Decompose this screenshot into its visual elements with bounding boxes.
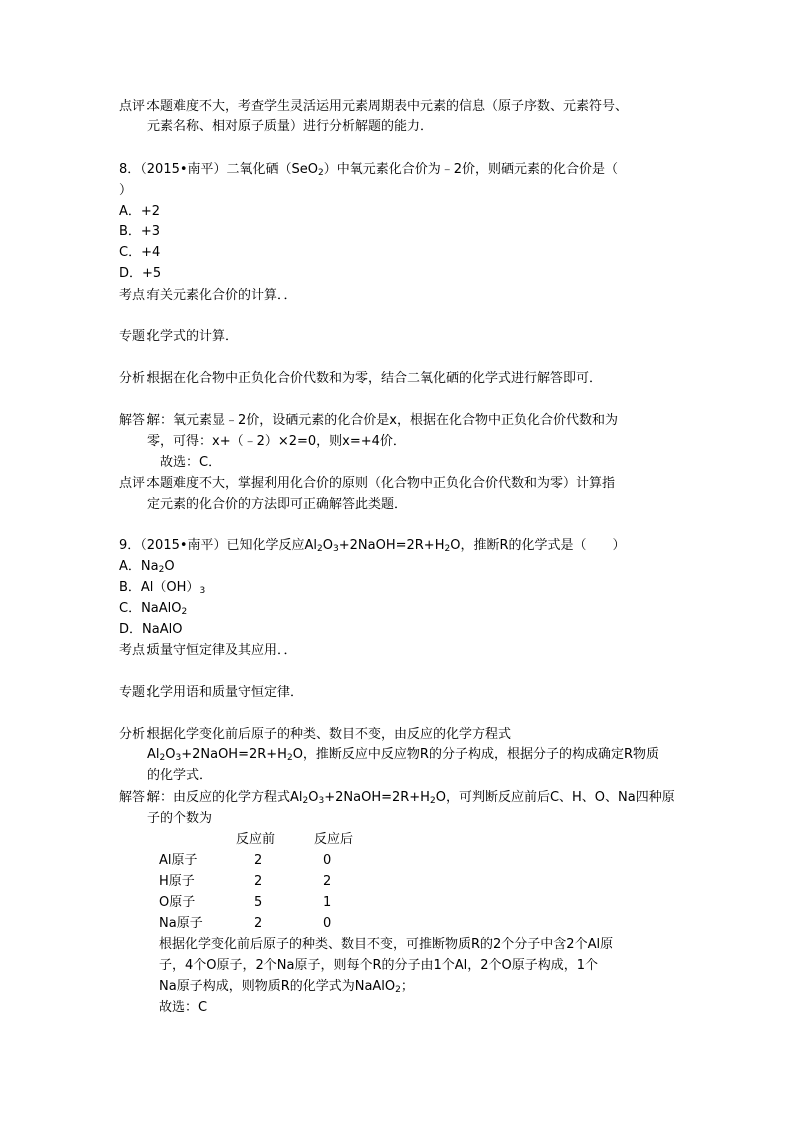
q9-answer: 故选：C <box>159 1000 208 1015</box>
q8-stem: 8．（2015•南平）二氧化硒（SeO$_2$）中氧元素化合价为﹣2价，则硒元素的化合价是（ <box>119 162 619 178</box>
q9-jieda-line-2: 子的个数为 <box>147 811 213 826</box>
q8-comment-line-2: 定元素的化合价的方法即可正确解答此类题． <box>147 497 408 512</box>
q8-answer: 故选：C． <box>160 455 222 470</box>
q8-zhuanti: 化学式的计算． <box>147 329 239 344</box>
q8-option-b: B．+3 <box>119 224 161 239</box>
q8-comment-label: 点评： <box>119 476 159 491</box>
q8-jieda-line-1: 解：氧元素显﹣2价，设硒元素的化合价是x，根据在化合物中正负化合价代数和为 <box>147 413 618 428</box>
q8-kaodian-label: 考点： <box>119 288 159 303</box>
q8-option-d: D．+5 <box>119 266 162 281</box>
table-row-atom: H原子 <box>159 874 195 889</box>
q9-fenxi-label: 分析： <box>119 727 159 742</box>
q9-zhuanti: 化学用语和质量守恒定律． <box>147 685 304 700</box>
q9-conclusion-line-3: Na原子构成，则物质R的化学式为NaAlO$_2$； <box>159 979 414 995</box>
table-row-after: 0 <box>323 916 332 931</box>
table-row-before: 5 <box>254 895 263 910</box>
q9-zhuanti-label: 专题： <box>119 685 159 700</box>
q9-stem: 9．（2015•南平）已知化学反应$Al_2O_3+2NaOH=2R+H_2O$，推断R的化学式是（ ） <box>119 538 626 554</box>
table-row-before: 2 <box>254 874 263 889</box>
q8-jieda-label: 解答： <box>119 413 159 428</box>
q8-stem-line-2: ） <box>119 183 133 198</box>
q9-fenxi-line-2: $Al_2O_3+2NaOH=2R+H_2O$，推断反应中反应物R的分子构成，根据分子的构成确定R物质 <box>147 747 659 763</box>
q9-option-b: B．$Al(OH)_3$ <box>119 580 206 596</box>
q9-jieda-line-1: 解：由反应的化学方程式$Al_2O_3+2NaOH=2R+H_2O$，可判断反应前后C、H、O、Na四种原 <box>147 790 675 806</box>
table-row-atom: O原子 <box>159 895 196 910</box>
q8-jieda-line-2: 零，可得：x+（﹣2）×2=0，则x=+4价． <box>147 434 406 449</box>
q9-option-a: A．$Na_2O$ <box>119 559 175 575</box>
table-row-after: 1 <box>323 895 332 910</box>
q8-zhuanti-label: 专题： <box>119 329 159 344</box>
q9-fenxi-equation: $Al_2O_3+2NaOH=2R+H_2O$ <box>147 747 303 763</box>
q9-jieda-equation: $Al_2O_3+2NaOH=2R+H_2O$ <box>290 790 446 806</box>
q8-option-a: A．+2 <box>119 204 161 219</box>
q9-fenxi-line-1: 根据化学变化前后原子的种类、数目不变，由反应的化学方程式 <box>147 727 512 742</box>
q9-option-c: C．NaAlO$_2$ <box>119 601 188 617</box>
q8-comment-line-1: 本题难度不大，掌握利用化合价的原则（化合物中正负化合价代数和为零）计算指 <box>147 476 616 491</box>
table-row-atom: Na原子 <box>159 916 203 931</box>
q9-option-d: D．NaAlO <box>119 622 183 637</box>
q9-kaodian-label: 考点： <box>119 643 159 658</box>
q7-comment-line-2: 元素名称、相对原子质量）进行分析解题的能力． <box>147 119 434 134</box>
q9-fenxi-line-3: 的化学式． <box>147 768 213 783</box>
table-row-before: 2 <box>254 853 263 868</box>
q9-kaodian: 质量守恒定律及其应用．． <box>147 643 297 658</box>
q8-fenxi: 根据在化合物中正负化合价代数和为零，结合二氧化硒的化学式进行解答即可． <box>147 371 603 386</box>
q8-option-c: C．+4 <box>119 245 161 260</box>
q7-comment-label: 点评： <box>119 99 159 114</box>
q8-kaodian: 有关元素化合价的计算．． <box>147 288 297 303</box>
table-row-after: 0 <box>323 853 332 868</box>
table-row-after: 2 <box>323 874 332 889</box>
q7-comment-line-1: 本题难度不大，考查学生灵活运用元素周期表中元素的信息（原子序数、元素符号、 <box>147 99 629 114</box>
table-row-before: 2 <box>254 916 263 931</box>
q8-fenxi-label: 分析： <box>119 371 159 386</box>
q9-conclusion-line-2: 子，4个O原子，2个Na原子，则每个R的分子由1个Al，2个O原子构成，1个 <box>159 958 599 973</box>
table-row-atom: Al原子 <box>159 853 198 868</box>
q9-jieda-label: 解答： <box>119 790 159 805</box>
table-header-before: 反应前 <box>236 832 276 847</box>
table-header-after: 反应后 <box>314 832 354 847</box>
q9-conclusion-line-1: 根据化学变化前后原子的种类、数目不变，可推断物质R的2个分子中含2个Al原 <box>159 937 614 952</box>
q9-stem-equation: $Al_2O_3+2NaOH=2R+H_2O$ <box>304 538 461 554</box>
